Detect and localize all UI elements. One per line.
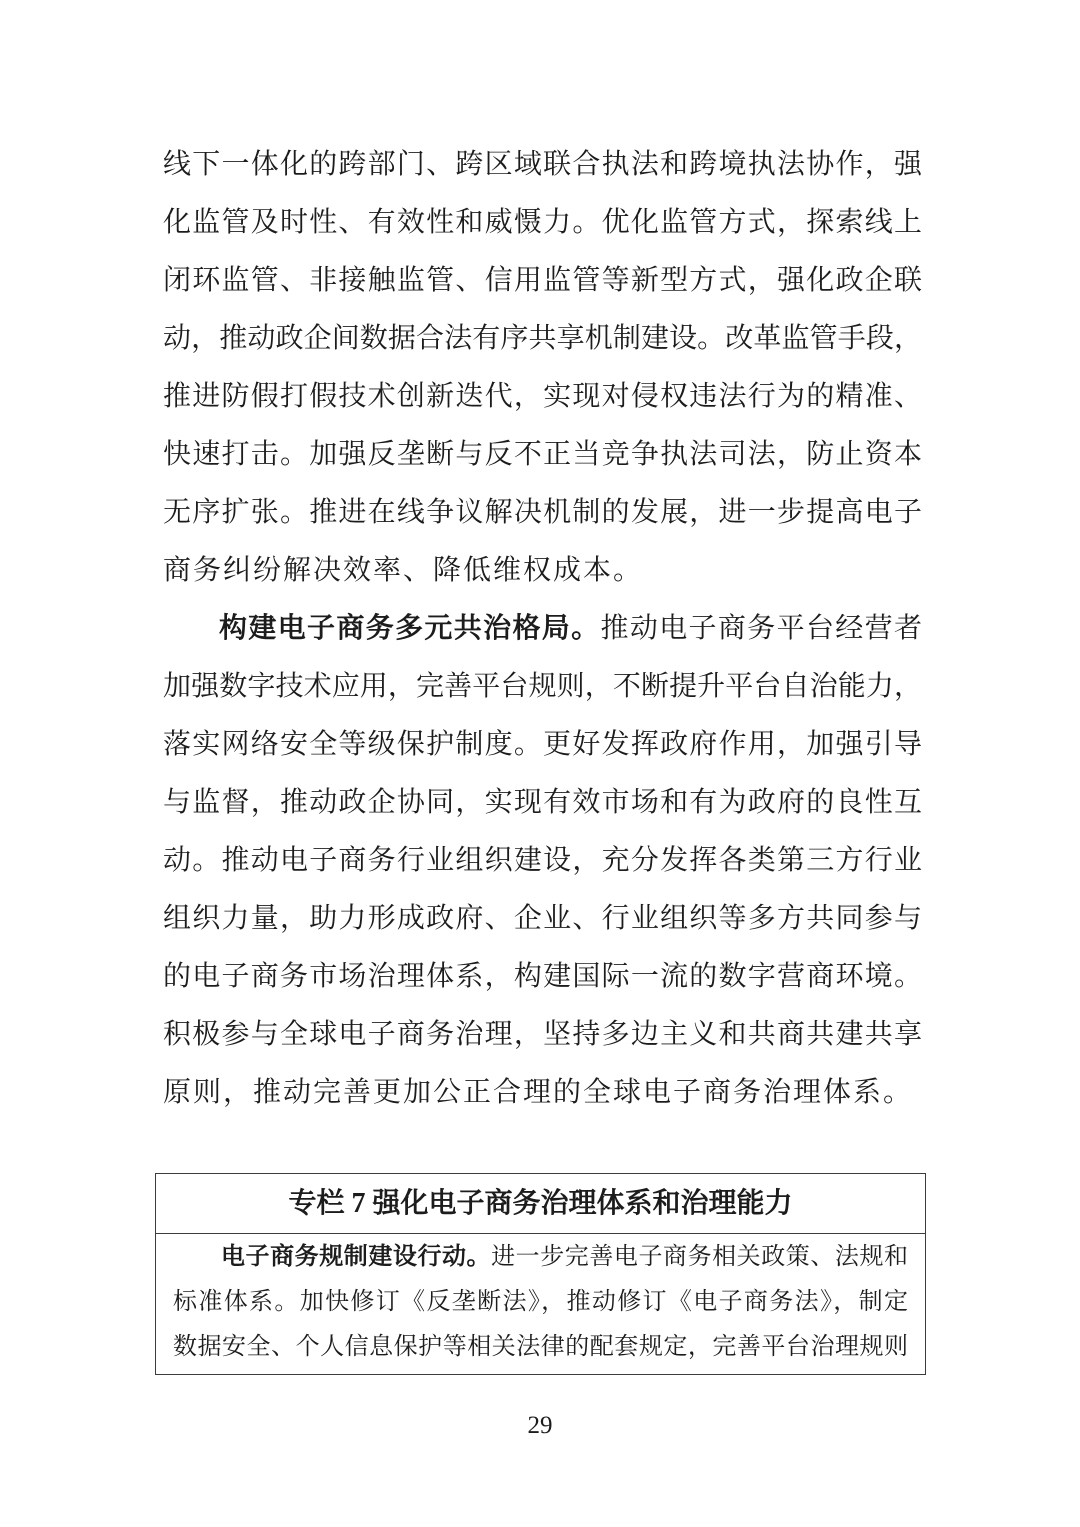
body-line: 加强数字技术应用，完善平台规则，不断提升平台自治能力， [163, 671, 922, 702]
page-number: 29 [527, 1412, 553, 1439]
body-line: 线下一体化的跨部门、跨区域联合执法和跨境执法协作，强 [163, 149, 922, 180]
body-text [163, 136, 922, 1122]
body-line [163, 600, 922, 658]
box-line: 标准体系。加快修订《反垄断法》，推动修订《电子商务法》，制定 [173, 1289, 908, 1315]
body-line-text: 推动电子商务平台经营者 [600, 613, 922, 644]
column-box [155, 1173, 926, 1375]
body-line: 的电子商务市场治理体系，构建国际一流的数字营商环境。 [163, 961, 922, 992]
body-line: 原则，推动完善更加公正合理的全球电子商务治理体系。 [163, 1077, 914, 1108]
body-line: 与监督，推动政企协同，实现有效市场和有为政府的良性互 [163, 787, 922, 818]
box-line: 数据安全、个人信息保护等相关法律的配套规定，完善平台治理规则 [173, 1334, 908, 1360]
body-line: 化监管及时性、有效性和威慑力。优化监管方式，探索线上 [163, 207, 922, 238]
body-line: 闭环监管、非接触监管、信用监管等新型方式，强化政企联 [163, 265, 922, 296]
body-line: 动。推动电子商务行业组织建设，充分发挥各类第三方行业 [163, 845, 922, 876]
box-action-lead: 电子商务规制建设行动。 [221, 1244, 492, 1270]
box-line-text: 进一步完善电子商务相关政策、法规和 [491, 1244, 909, 1270]
column-box-body [156, 1234, 925, 1374]
body-line: 推进防假打假技术创新迭代，实现对侵权违法行为的精准、 [163, 381, 922, 412]
paragraph-1 [163, 136, 922, 600]
paragraph-2 [163, 600, 922, 1122]
body-line: 落实网络安全等级保护制度。更好发挥政府作用，加强引导 [163, 729, 922, 760]
body-line: 商务纠纷解决效率、降低维权成本。 [163, 555, 644, 586]
body-line: 无序扩张。推进在线争议解决机制的发展，进一步提高电子 [163, 497, 922, 528]
paragraph-lead: 构建电子商务多元共治格局。 [219, 613, 601, 644]
body-line: 积极参与全球电子商务治理，坚持多边主义和共商共建共享 [163, 1019, 922, 1050]
box-line [173, 1235, 908, 1280]
body-line: 动，推动政企间数据合法有序共享机制建设。改革监管手段， [163, 323, 922, 354]
column-box-title: 专栏 7 强化电子商务治理体系和治理能力 [156, 1174, 925, 1234]
body-line: 组织力量，助力形成政府、企业、行业组织等多方共同参与 [163, 903, 922, 934]
body-line: 快速打击。加强反垄断与反不正当竞争执法司法，防止资本 [163, 439, 922, 470]
